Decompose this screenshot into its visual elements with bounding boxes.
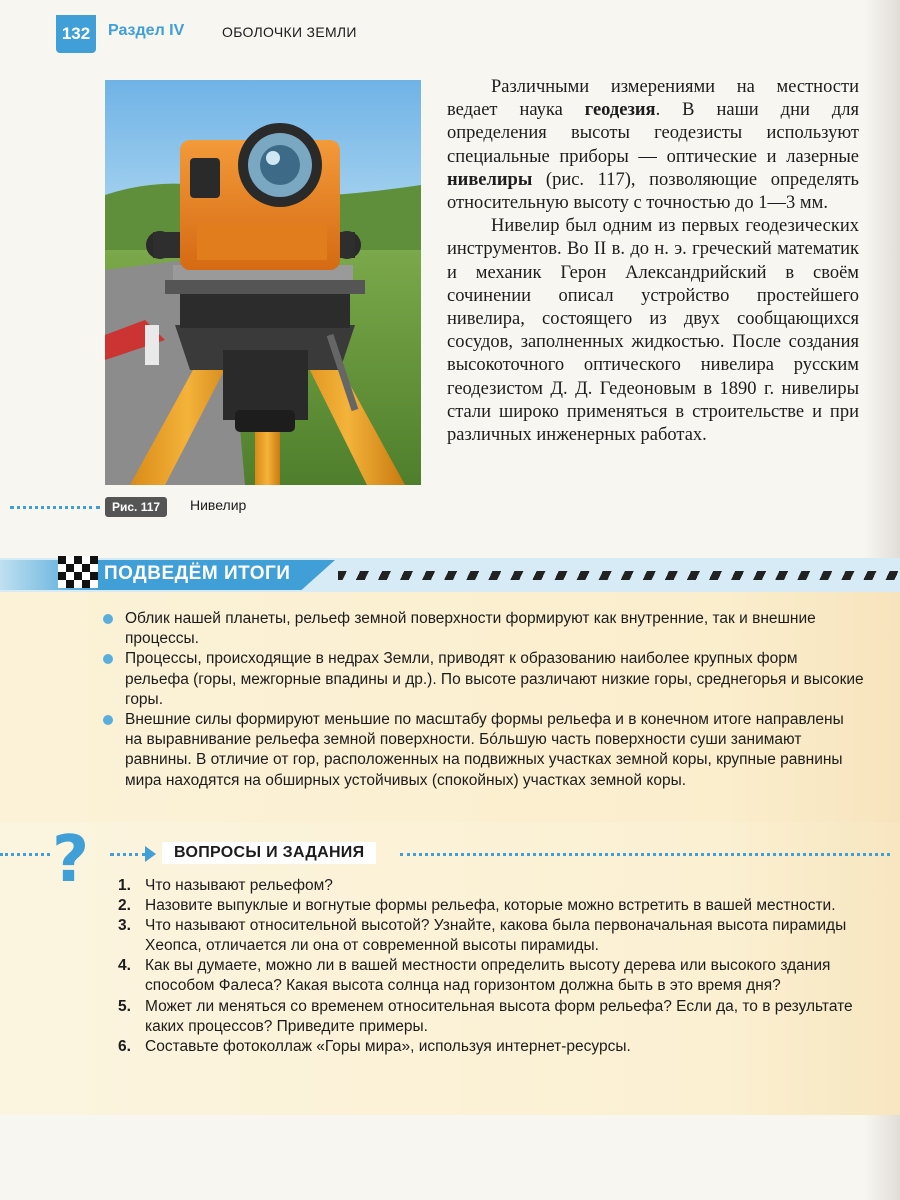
chapter-title: ОБОЛОЧКИ ЗЕМЛИ [222, 24, 357, 40]
summary-title: ПОДВЕДЁМ ИТОГИ [104, 563, 291, 584]
question-item: 6. Составьте фотоколлаж «Горы мира», используя интернет-ресурсы. [118, 1037, 631, 1055]
questions-divider-right [400, 853, 890, 856]
summary-item: Облик нашей планеты, рельеф земной поверхности формируют как внутренние, так и внешние процессы. [125, 609, 865, 649]
bullet-icon [103, 614, 113, 624]
term-geodesy: геодезия [584, 100, 656, 121]
question-item: 1. Что называют рельефом? [118, 877, 333, 894]
summary-dashed-line [338, 571, 898, 580]
arrow-right-icon [145, 846, 156, 862]
questions-title: ВОПРОСЫ И ЗАДАНИЯ [162, 842, 376, 864]
term-levels: нивелиры [447, 169, 533, 190]
level-instrument-photo [105, 80, 421, 485]
page-number: 132 [56, 15, 96, 53]
paragraph-geodesy: Различными измерениями на местности ведает наука геодезия. В наши дни для определения высоты геодезисты используют специальные приборы — оптические и лазерные нивелиры (рис. 117), позволяющие определять относительную высоту с точностью до 1—3 мм. [447, 77, 860, 214]
section-label: Раздел IV [108, 22, 185, 39]
question-item: 5. Может ли меняться со временем относительная высота форм рельефа? Если да, то в результате каких процессов? Приведите примеры. [118, 997, 853, 1035]
question-item: 2. Назовите выпуклые и вогнутые формы рельефа, которые можно встретить в вашей местности. [118, 897, 836, 915]
questions-divider-mid [110, 853, 146, 856]
figure-divider [10, 506, 100, 509]
body-text [447, 76, 859, 447]
checkered-flag-icon [58, 556, 98, 588]
question-item: 4. Как вы думаете, можно ли в вашей местности определить высоту дерева или высокого здания способом Фалеса? Какая высота солнца над горизонтом должна быть в это время дня? [118, 957, 831, 995]
bullet-icon [103, 715, 113, 725]
figure-number-badge: Рис. 117 [105, 497, 167, 517]
summary-item: Внешние силы формируют меньшие по масштабу формы рельефа и в конечном итоге направлены на выравнивание рельефа земной поверхности. Бóльшую часть поверхности суши занимают равнины. В отличие от гор, расположенных на подвижных участках земной коры, крупные равнины мира находятся на обширных устойчивых (спокойных) участках земной коры. [125, 710, 865, 791]
questions-divider-left [0, 853, 50, 856]
figure-caption: Нивелир [190, 497, 247, 513]
question-mark-icon: ? [52, 823, 90, 897]
summary-list [125, 609, 865, 791]
question-item: 3. Что называют относительной высотой? Узнайте, какова была первоначальная высота пирамиды Хеопса, отличается ли она от современной высоты пирамиды. [118, 917, 847, 955]
summary-item: Процессы, происходящие в недрах Земли, приводят к образованию наиболее крупных форм рельефа (горы, межгорные впадины и др.). По высоте различают низкие горы, среднегорья и высокие горы. [125, 649, 865, 710]
paragraph-history: Нивелир был одним из первых геодезических инструментов. Во II в. до н. э. греческий математик и механик Герон Александрийский в своём сочинении описал устройство простейшего нивелира, состоящего из двух сообщающихся сосудов, заполненных жидкостью. После создания высокоточного оптического нивелира русским геодезистом Д. Д. Гедеоновым в 1890 г. нивелиры стали широко применяться в строительстве и при различных инженерных работах. [447, 216, 859, 446]
questions-list [118, 876, 863, 1057]
